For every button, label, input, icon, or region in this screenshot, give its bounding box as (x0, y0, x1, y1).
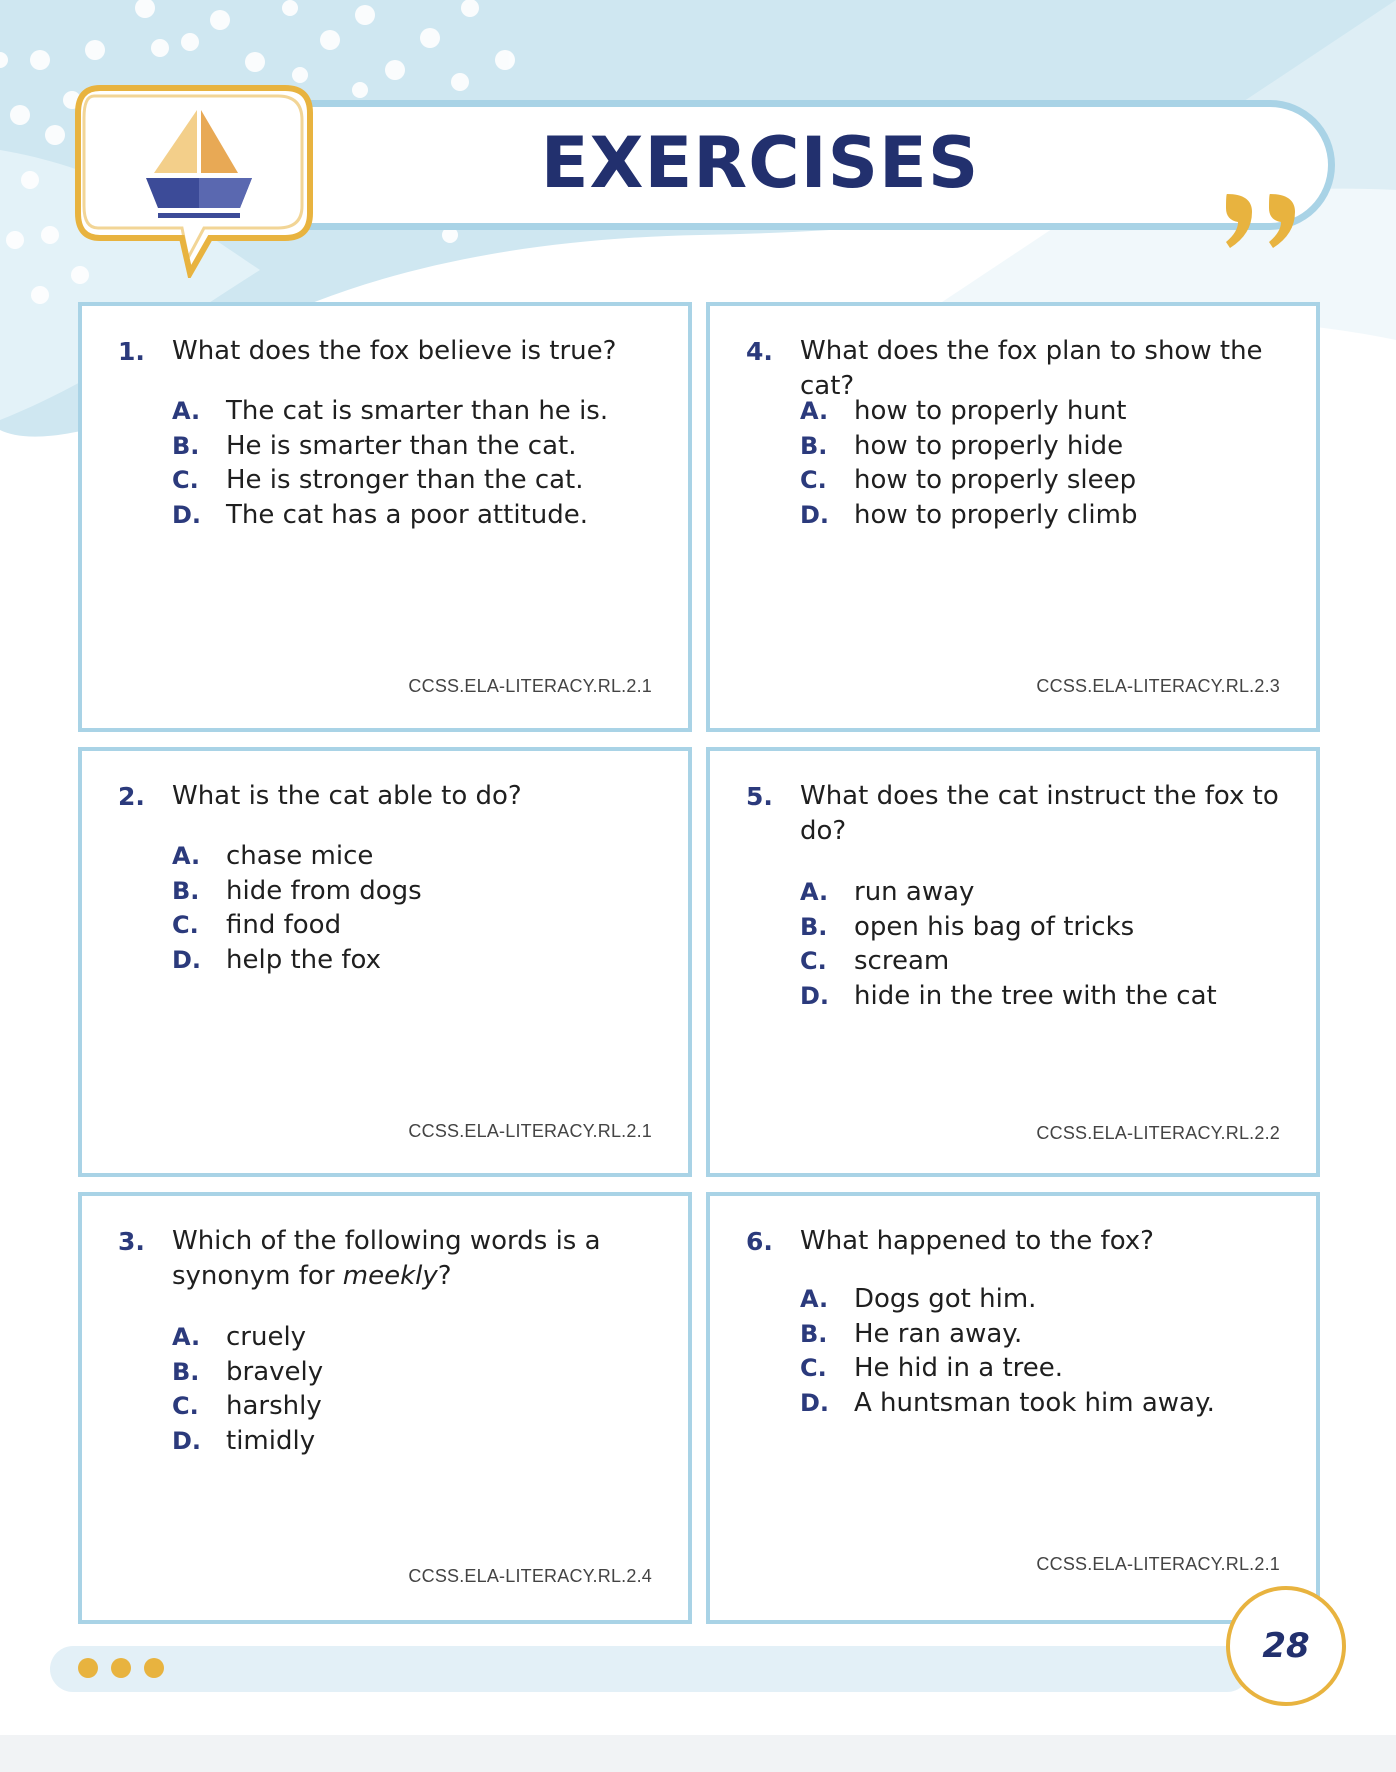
answer-option[interactable] (800, 910, 1296, 945)
option-letter: D. (800, 981, 830, 1010)
question-card-6 (706, 1192, 1320, 1624)
question-number: 6. (746, 1227, 773, 1256)
option-text: how to properly sleep (854, 465, 1137, 495)
option-letter: C. (172, 466, 199, 494)
option-letter: D. (172, 1426, 202, 1455)
answer-option[interactable] (800, 1282, 1296, 1317)
question-number: 4. (746, 337, 773, 366)
answer-option[interactable] (172, 874, 668, 909)
option-text: He is stronger than the cat. (226, 465, 584, 495)
answer-option[interactable] (172, 498, 668, 533)
answer-option[interactable] (800, 1386, 1296, 1421)
option-letter: C. (800, 1354, 827, 1382)
option-text: open his bag of tricks (854, 911, 1135, 942)
option-letter: A. (172, 842, 201, 870)
answer-option[interactable] (800, 875, 1296, 910)
closing-quote-icon (1222, 190, 1308, 260)
option-letter: A. (800, 878, 829, 906)
answer-option[interactable] (172, 394, 668, 429)
option-letter: C. (800, 466, 827, 494)
page-number-badge (1226, 1586, 1346, 1706)
answer-option[interactable] (800, 498, 1296, 533)
standard-code: CCSS.ELA-LITERACY.RL.2.1 (408, 676, 652, 696)
option-text: A huntsman took him away. (854, 1387, 1215, 1418)
option-letter: C. (172, 911, 199, 939)
option-text: how to properly climb (854, 499, 1138, 530)
option-letter: A. (172, 397, 201, 425)
answer-option[interactable] (172, 1389, 668, 1424)
option-letter: D. (800, 500, 830, 529)
answer-option[interactable] (800, 944, 1296, 979)
answer-option[interactable] (172, 1355, 668, 1390)
option-letter: B. (172, 1357, 200, 1386)
option-text: timidly (226, 1425, 316, 1456)
standard-code: CCSS.ELA-LITERACY.RL.2.1 (408, 1121, 652, 1141)
option-letter: A. (172, 1323, 201, 1351)
question-card-4 (706, 302, 1320, 732)
option-text: chase mice (226, 841, 374, 871)
option-text: bravely (226, 1356, 324, 1387)
question-text (172, 1224, 658, 1294)
answer-option[interactable] (800, 1317, 1296, 1352)
standard-code: CCSS.ELA-LITERACY.RL.2.1 (1036, 1554, 1280, 1574)
question-number: 1. (118, 337, 145, 366)
option-letter: A. (800, 397, 829, 425)
answer-option[interactable] (800, 394, 1296, 429)
option-letter: B. (172, 876, 200, 905)
emphasized-word: meekly (342, 1261, 438, 1291)
sailboat-icon (70, 78, 320, 278)
option-text: Dogs got him. (854, 1284, 1037, 1314)
answer-option[interactable] (800, 429, 1296, 464)
option-letter: D. (800, 1388, 830, 1417)
answer-option[interactable] (800, 463, 1296, 498)
option-letter: A. (800, 1285, 829, 1313)
question-text: What is the cat able to do? (172, 781, 522, 811)
option-letter: B. (800, 1319, 828, 1348)
option-text: cruely (226, 1322, 307, 1352)
option-letter: D. (172, 500, 202, 529)
option-text: hide from dogs (226, 875, 422, 906)
question-number: 2. (118, 782, 145, 811)
option-text: how to properly hunt (854, 396, 1127, 426)
question-text-end: ? (437, 1261, 452, 1291)
question-text: What does the fox plan to show the cat? (800, 336, 1263, 401)
question-card-5 (706, 747, 1320, 1177)
answer-option[interactable] (172, 839, 668, 874)
option-text: help the fox (226, 944, 382, 975)
question-text: What happened to the fox? (800, 1226, 1154, 1256)
bottom-margin (0, 1735, 1396, 1772)
answer-option[interactable] (172, 943, 668, 978)
page-number: 28 (1262, 1626, 1310, 1666)
option-text: The cat has a poor attitude. (226, 499, 588, 530)
option-letter: B. (800, 431, 828, 460)
answer-option[interactable] (172, 429, 668, 464)
standard-code: CCSS.ELA-LITERACY.RL.2.2 (1036, 1123, 1280, 1143)
option-letter: C. (800, 947, 827, 975)
option-text: He hid in a tree. (854, 1353, 1064, 1383)
option-text: The cat is smarter than he is. (226, 396, 609, 426)
option-text: harshly (226, 1391, 322, 1421)
option-text: hide in the tree with the cat (854, 980, 1217, 1011)
option-letter: B. (172, 431, 200, 460)
question-text: What does the cat instruct the fox to do? (800, 781, 1279, 846)
option-letter: D. (172, 945, 202, 974)
question-text-main: Which of the following words is a synonym for (172, 1226, 601, 1291)
answer-option[interactable] (172, 1424, 668, 1459)
question-number: 3. (118, 1227, 145, 1256)
answer-option[interactable] (172, 908, 668, 943)
question-text: What does the fox believe is true? (172, 336, 617, 366)
option-text: He ran away. (854, 1318, 1023, 1349)
answer-option[interactable] (800, 1351, 1296, 1386)
footer-bar (50, 1646, 1250, 1692)
footer-dot (144, 1658, 164, 1678)
option-letter: B. (800, 912, 828, 941)
option-text: find food (226, 910, 342, 940)
option-text: scream (854, 946, 950, 976)
answer-option[interactable] (172, 1320, 668, 1355)
footer-dot (78, 1658, 98, 1678)
option-text: how to properly hide (854, 430, 1124, 461)
question-card-3 (78, 1192, 692, 1624)
standard-code: CCSS.ELA-LITERACY.RL.2.4 (408, 1566, 652, 1586)
answer-option[interactable] (800, 979, 1296, 1014)
question-number: 5. (746, 782, 773, 811)
answer-option[interactable] (172, 463, 668, 498)
question-card-1 (78, 302, 692, 732)
question-card-2 (78, 747, 692, 1177)
standard-code: CCSS.ELA-LITERACY.RL.2.3 (1036, 676, 1280, 696)
option-text: run away (854, 877, 975, 907)
option-text: He is smarter than the cat. (226, 430, 577, 461)
page-title: EXERCISES (540, 122, 980, 204)
option-letter: C. (172, 1392, 199, 1420)
footer-dot (111, 1658, 131, 1678)
